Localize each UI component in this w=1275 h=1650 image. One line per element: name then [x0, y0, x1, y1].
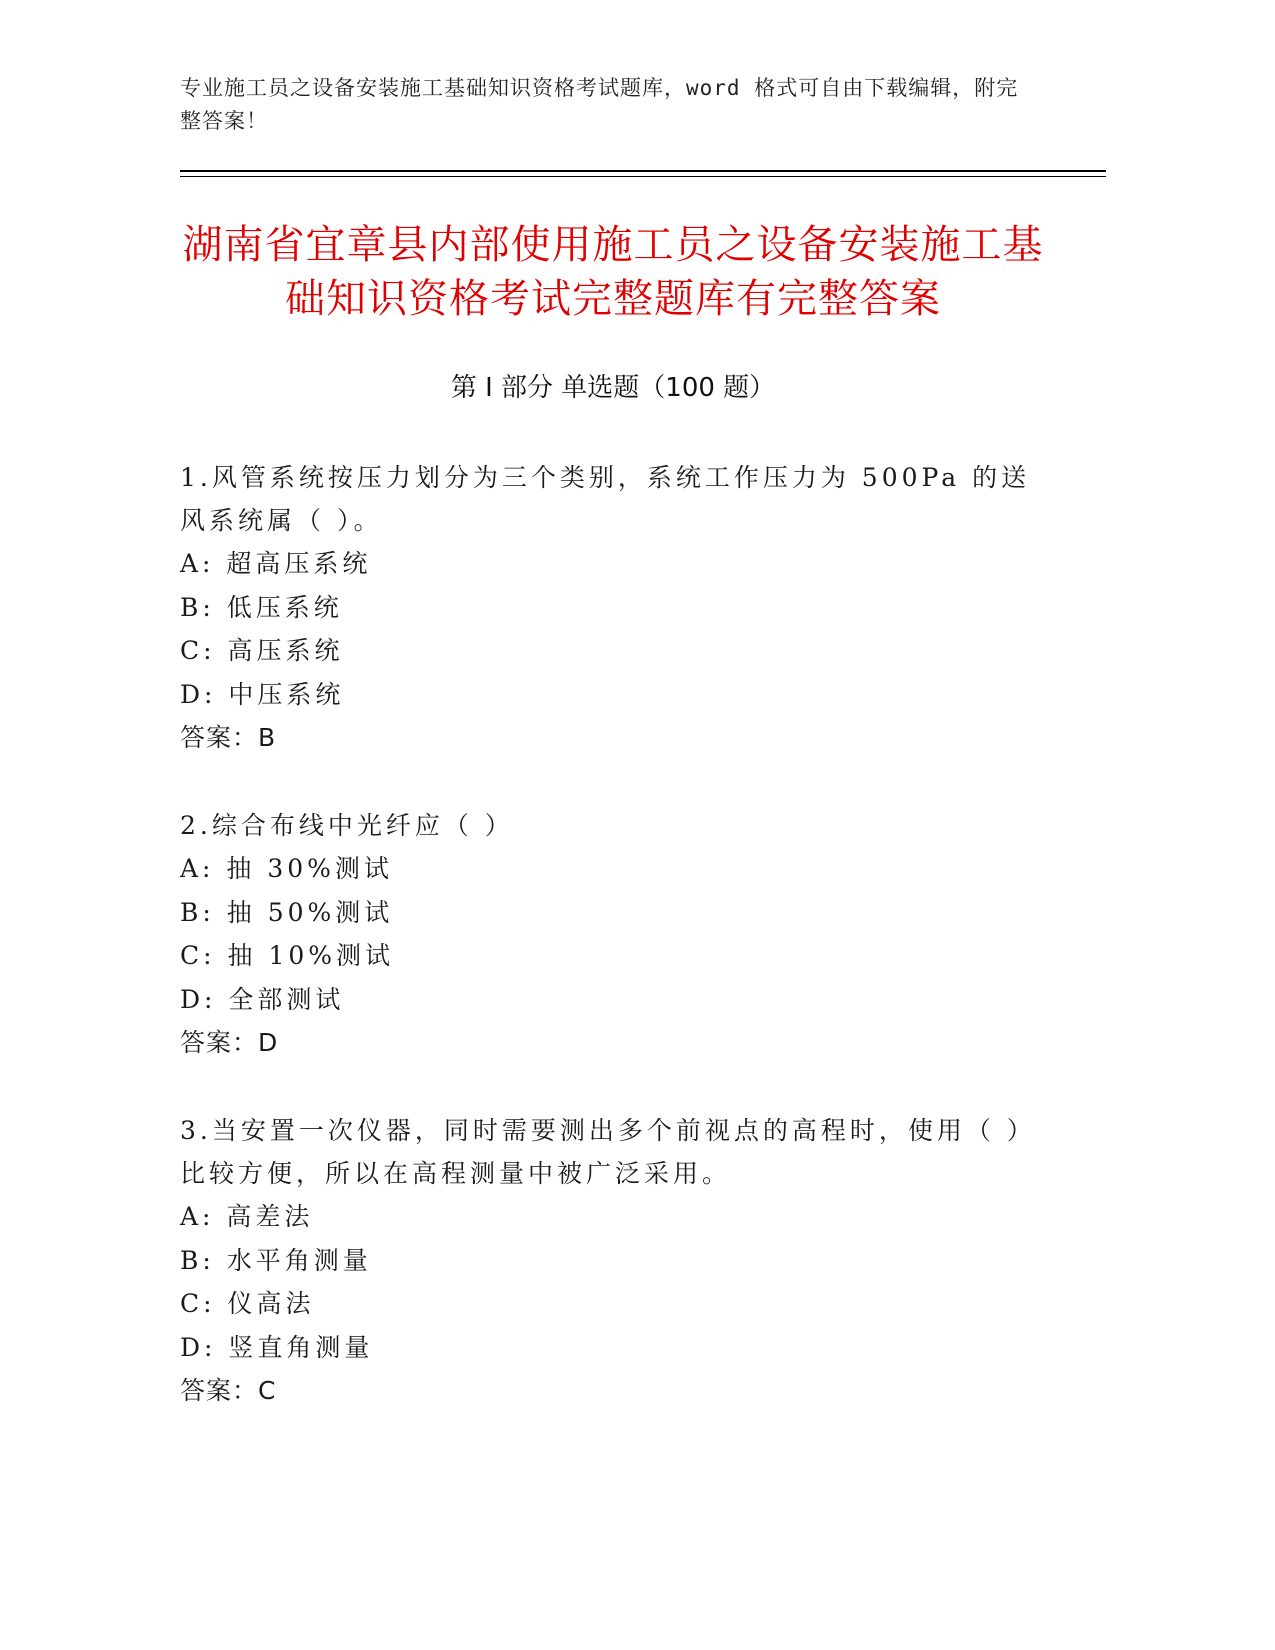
option-c: C: 抽 10%测试: [180, 941, 395, 970]
question-list: [180, 456, 1040, 1457]
header-note: 专业施工员之设备安装施工基础知识资格考试题库，word 格式可自由下载编辑，附完整答案！: [180, 76, 1019, 133]
header-divider-thick: [180, 170, 1106, 172]
question-stem: 2.综合布线中光纤应（ ）: [180, 811, 514, 840]
option-d: D: 中压系统: [180, 679, 345, 709]
option-b: B: 水平角测量: [180, 1245, 372, 1275]
document-title: 湖南省宜章县内部使用施工员之设备安装施工基础知识资格考试完整题库有完整答案: [182, 222, 1044, 322]
option-b: B: 低压系统: [180, 592, 343, 622]
option-c: C: 仪高法: [180, 1289, 315, 1318]
option-d: D: 竖直角测量: [180, 1332, 374, 1362]
question-stem: 3.当安置一次仪器，同时需要测出多个前视点的高程时，使用（ ）比较方便，所以在高程测量中被广泛采用。: [180, 1116, 1036, 1188]
option-b: B: 抽 50%测试: [180, 897, 394, 927]
option-c: C: 高压系统: [180, 636, 344, 665]
answer-line: 答案：D: [180, 1028, 279, 1057]
answer-line: 答案：C: [180, 1376, 277, 1405]
header-divider-thin: [180, 176, 1106, 177]
option-a: A: 高差法: [180, 1202, 314, 1231]
option-a: A: 超高压系统: [180, 549, 372, 578]
section-title: 第 I 部分 单选题（100 题）: [450, 373, 776, 403]
question-item: [180, 456, 1040, 760]
question-item: [180, 1109, 1040, 1413]
option-d: D: 全部测试: [180, 984, 345, 1014]
question-stem: 1.风管系统按压力划分为三个类别，系统工作压力为 500Pa 的送风系统属（ ）。: [180, 463, 1031, 535]
question-item: [180, 804, 1040, 1065]
option-a: A: 抽 30%测试: [180, 854, 393, 883]
answer-line: 答案：B: [180, 723, 277, 752]
